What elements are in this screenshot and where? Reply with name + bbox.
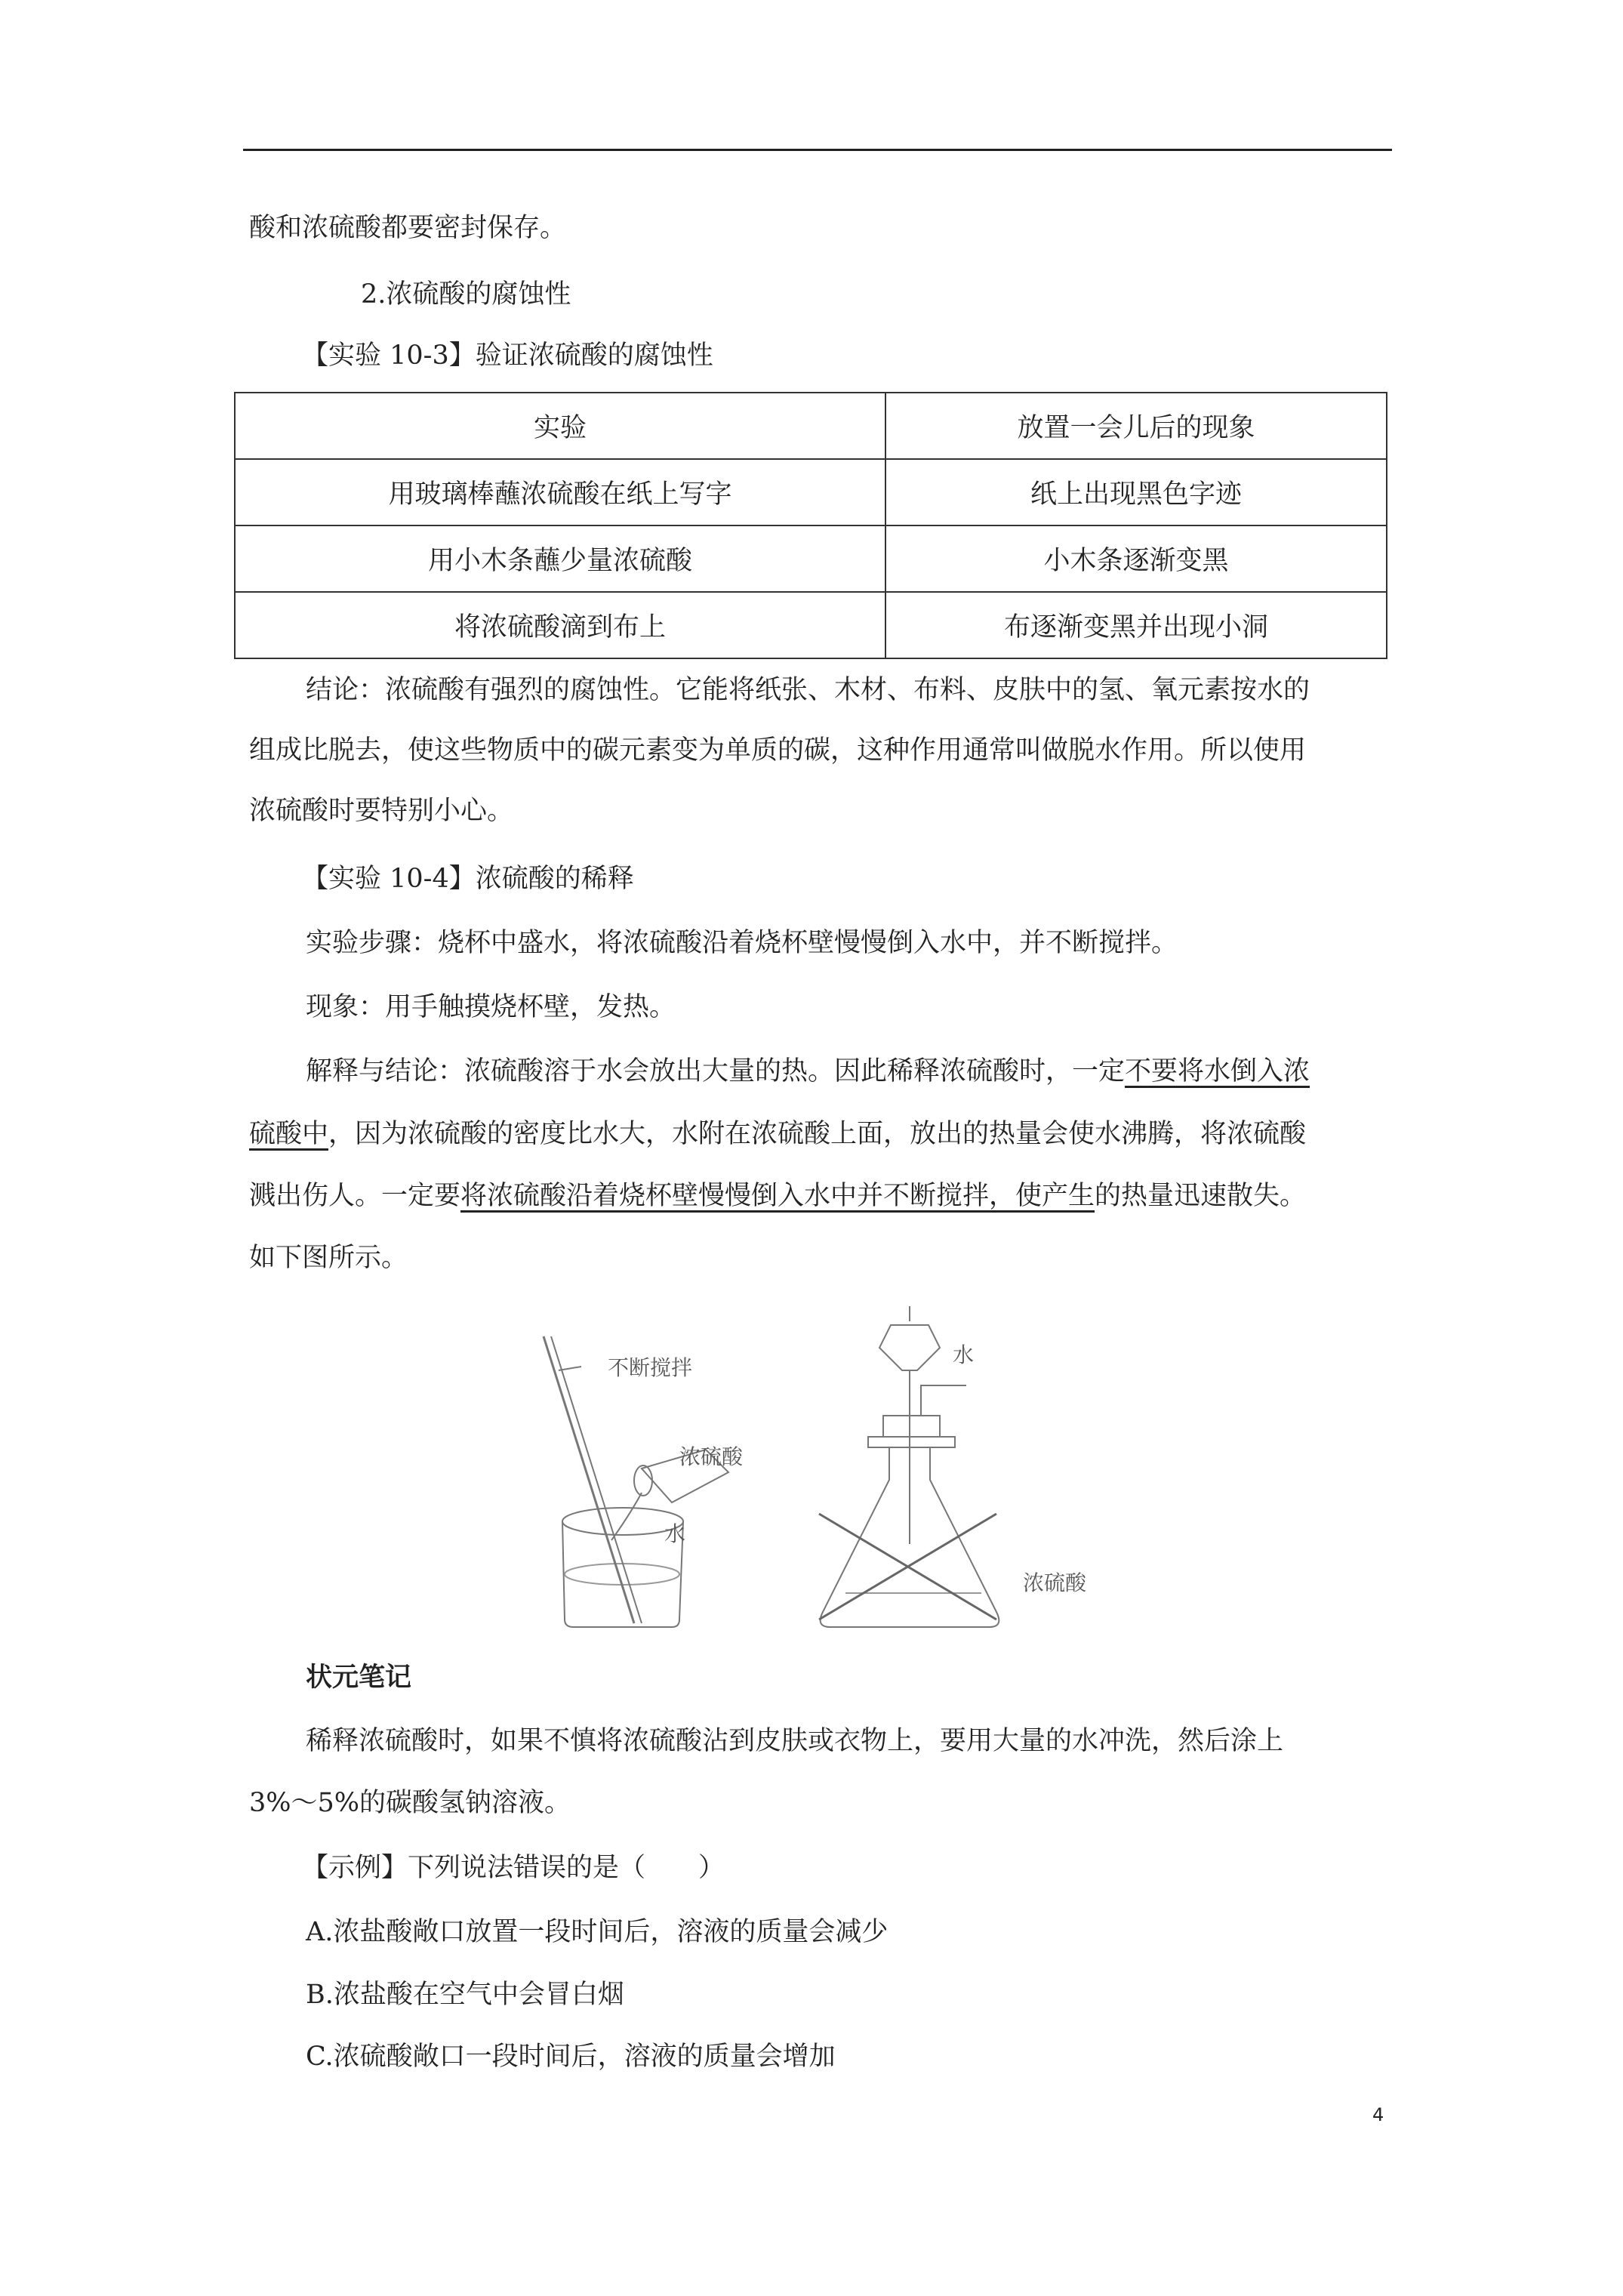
explanation-underline: 硫酸中 [249,1119,329,1149]
section-heading: 2.浓硫酸的腐蚀性 [361,279,571,310]
table-cell: 纸上出现黑色字迹 [885,459,1387,525]
table-row [235,525,1387,592]
notes-line: 3%～5%的碳酸氢钠溶液。 [249,1788,571,1818]
side-tube [921,1385,966,1416]
header-rule [243,149,1392,151]
experiment-title: 【实验 10-3】验证浓硫酸的腐蚀性 [302,341,713,371]
explanation-text: 的热量迅速散失。 [1095,1181,1307,1211]
explanation-text: 解释与结论：浓硫酸溶于水会放出大量的热。因此稀释浓硫酸时，一定 [306,1056,1126,1086]
explanation-line: 如下图所示。 [249,1243,408,1273]
label-acid-left: 浓硫酸 [679,1444,744,1469]
explanation-text: ，因为浓硫酸的密度比水大，水附在浓硫酸上面，放出的热量会使水沸腾，将浓硫酸 [328,1119,1307,1149]
label-stirring: 不断搅拌 [608,1355,693,1380]
example-question: 【示例】下列说法错误的是（ ） [302,1853,725,1883]
page-number: 4 [1372,2104,1384,2125]
table-header-row [235,393,1387,459]
table-header-cell: 放置一会儿后的现象 [885,393,1387,459]
stopper [883,1416,940,1437]
stopper-flange [868,1437,955,1447]
experiment2-title: 【实验 10-4】浓硫酸的稀释 [302,864,634,894]
explanation-line [249,1116,1306,1152]
notes-title: 状元笔记 [306,1662,412,1693]
explanation-underline: 将浓硫酸沿着烧杯壁慢慢倒入水中并不断搅拌，使产生 [460,1181,1095,1211]
conclusion-line: 结论：浓硫酸有强烈的腐蚀性。它能将纸张、木材、布料、皮肤中的氢、氧元素按水的 [306,675,1310,705]
experiment-table [234,392,1387,659]
explanation-underline: 不要将水倒入浓 [1125,1056,1310,1086]
acid-stream [611,1493,642,1540]
example-option-c: C.浓硫酸敞口一段时间后，溶液的质量会增加 [306,2042,836,2072]
label-water-right: 水 [953,1342,975,1367]
conclusion-line: 组成比脱去，使这些物质中的碳元素变为单质的碳，这种作用通常叫做脱水作用。所以使用 [249,735,1307,766]
table-cell: 用小木条蘸少量浓硫酸 [235,525,885,592]
experiment2-phenomenon: 现象：用手触摸烧杯壁，发热。 [306,992,676,1022]
explanation-line [249,1178,1306,1214]
explanation-line [306,1053,1310,1089]
explanation-text: 溅出伤人。一定要 [249,1181,461,1211]
table-cell: 布逐渐变黑并出现小洞 [885,592,1387,658]
separatory-funnel [879,1306,940,1370]
label-leader [559,1367,581,1370]
table-header-cell: 实验 [235,393,885,459]
continuation-line: 酸和浓硫酸都要密封保存。 [249,213,567,243]
example-option-b: B.浓盐酸在空气中会冒白烟 [306,1980,624,2010]
table-cell: 小木条逐渐变黑 [885,525,1387,592]
label-water-left: 水 [664,1521,686,1546]
table-cell: 将浓硫酸滴到布上 [235,592,885,658]
experiment2-steps: 实验步骤：烧杯中盛水，将浓硫酸沿着烧杯壁慢慢倒入水中，并不断搅拌。 [306,928,1178,958]
table-row [235,459,1387,525]
example-option-a: A.浓盐酸敞口放置一段时间后，溶液的质量会减少 [306,1917,888,1947]
table-row [235,592,1387,658]
table-cell: 用玻璃棒蘸浓硫酸在纸上写字 [235,459,885,525]
label-acid-right: 浓硫酸 [1023,1570,1087,1595]
conclusion-line: 浓硫酸时要特别小心。 [249,796,514,826]
notes-line: 稀释浓硫酸时，如果不慎将浓硫酸沾到皮肤或衣物上，要用大量的水冲洗，然后涂上 [306,1726,1284,1756]
